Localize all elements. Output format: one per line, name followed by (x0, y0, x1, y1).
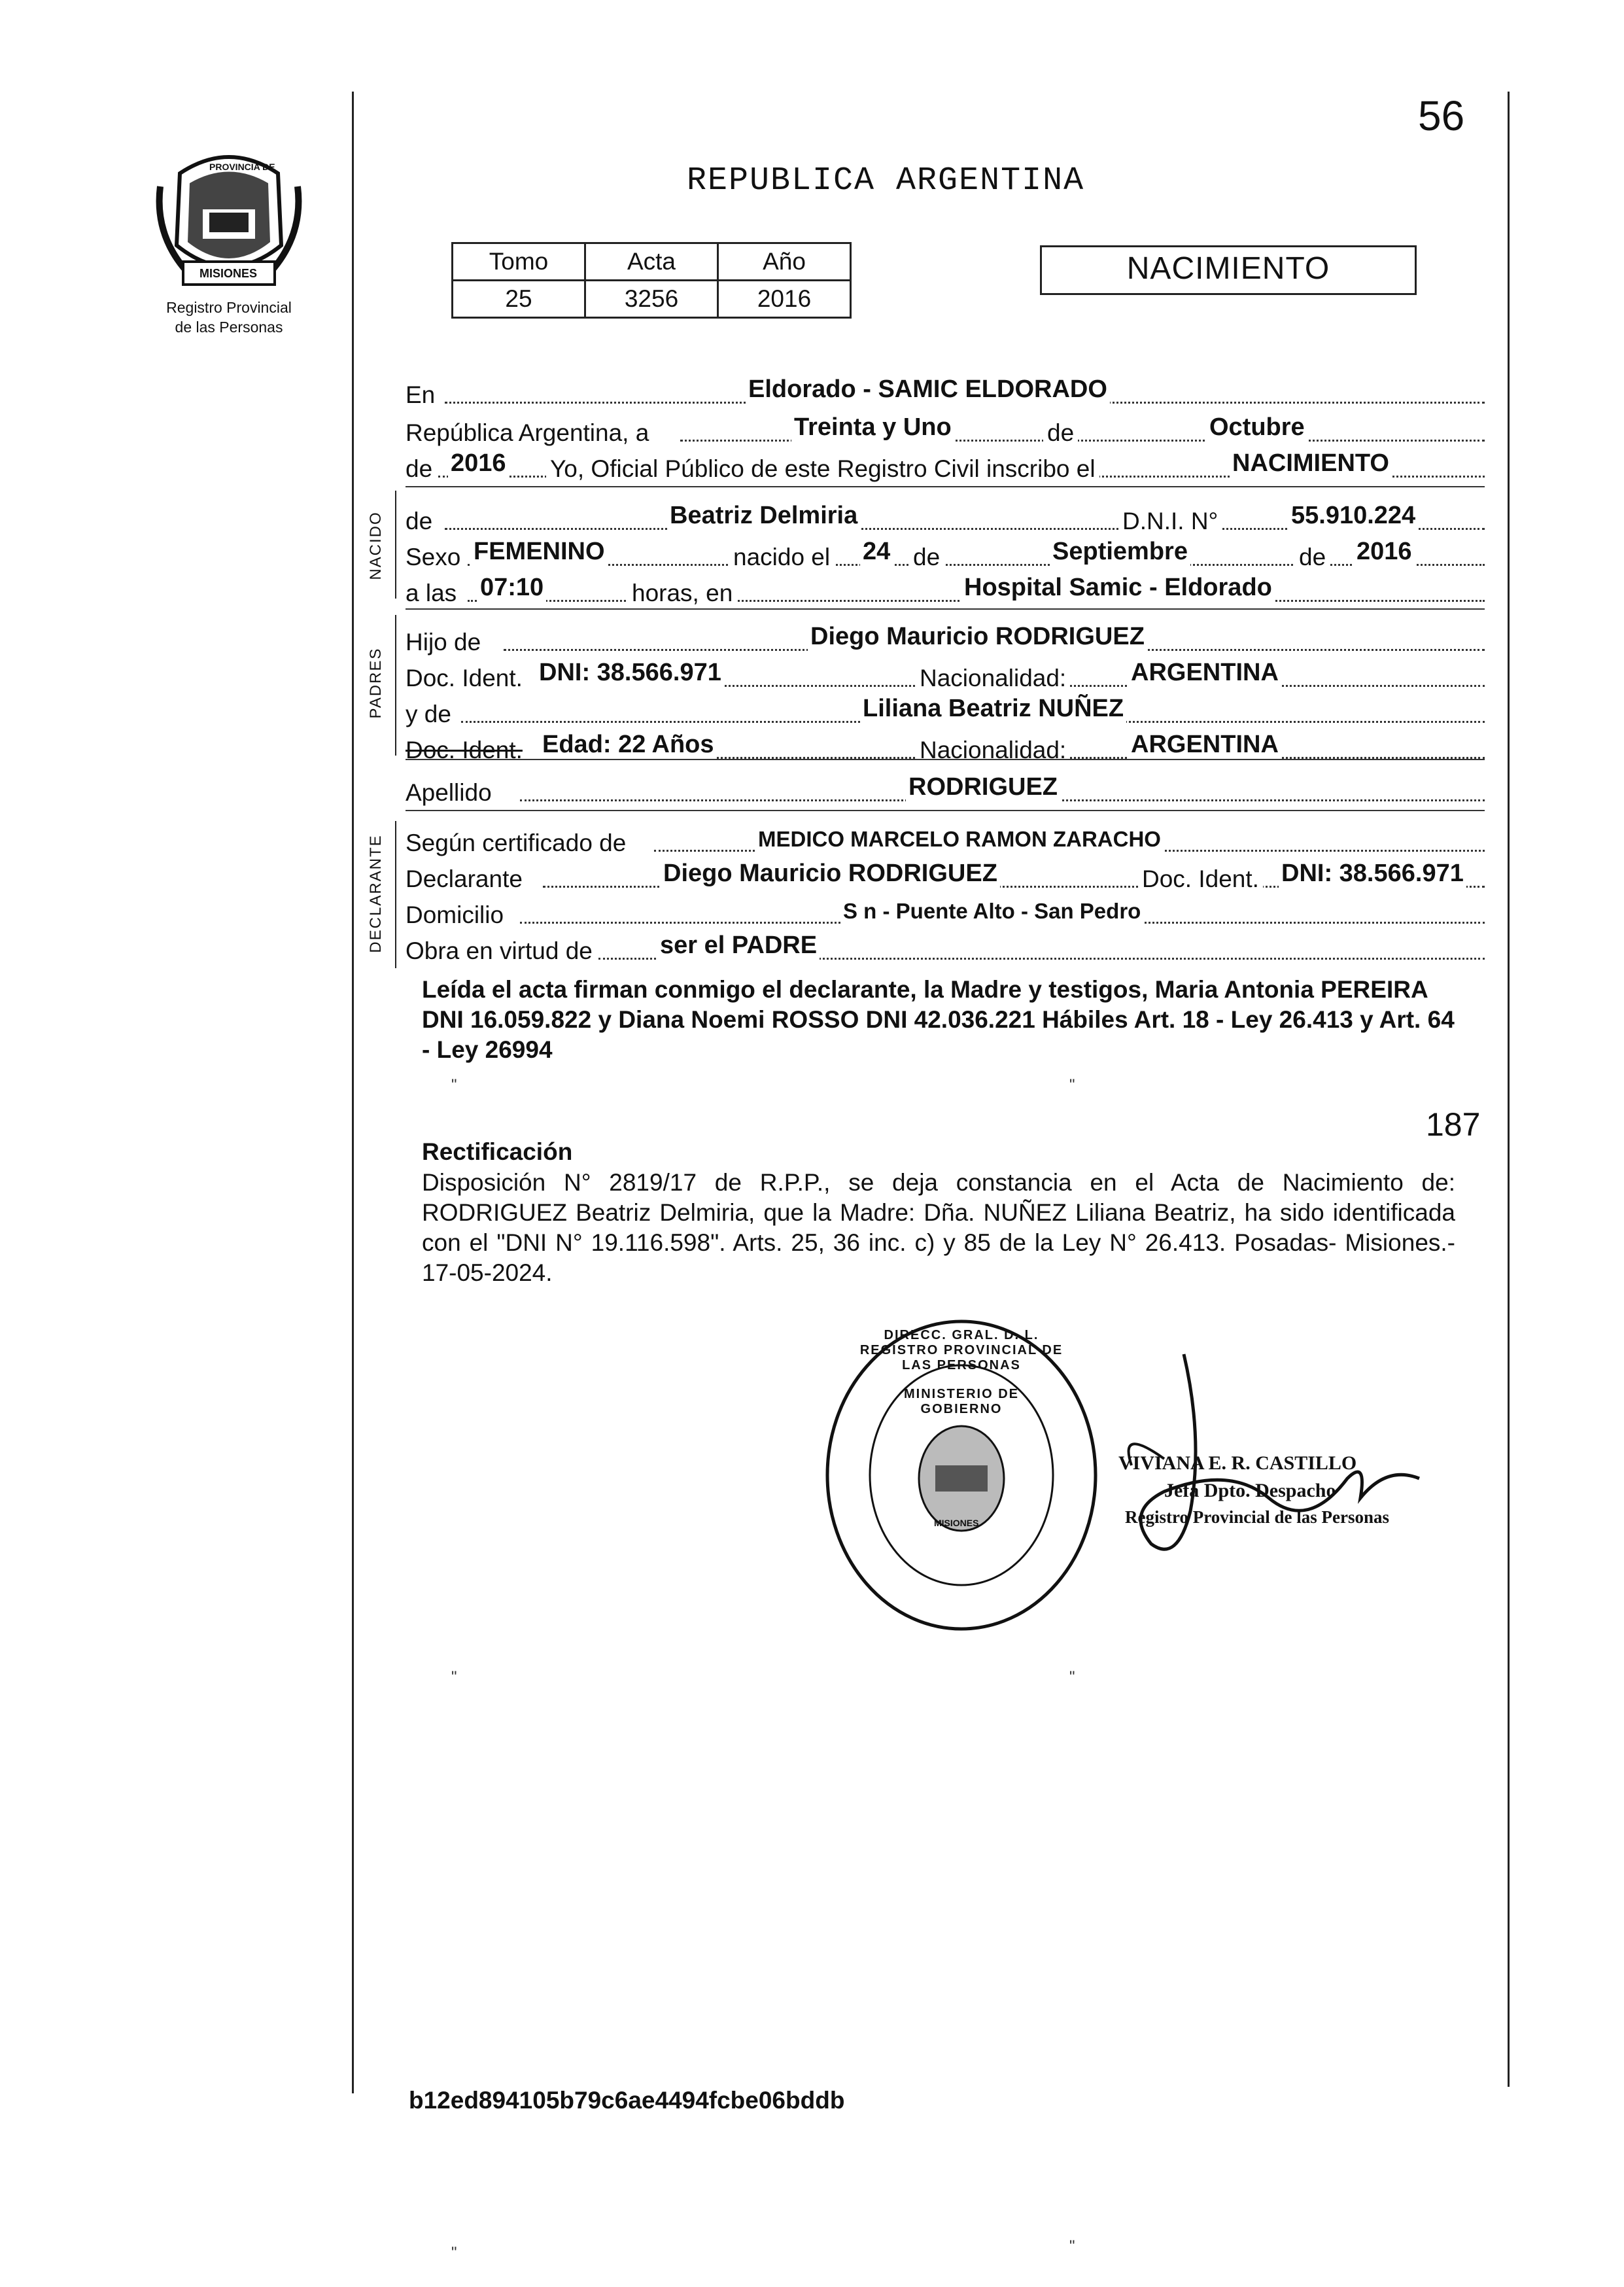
nacido-de-label: de (406, 508, 433, 534)
child-name-value: Beatriz Delmiria (667, 502, 860, 530)
rectificacion-title: Rectificación (422, 1138, 573, 1165)
month-value: Octubre (1207, 413, 1307, 442)
book-reference-table (451, 242, 852, 319)
margin-mark-6: " (1069, 2237, 1075, 2255)
row-certificado (406, 824, 1485, 857)
horas-label: horas, en (628, 580, 736, 607)
row-declarante (406, 860, 1485, 893)
de-label-3: de (1295, 544, 1330, 571)
padres-bracket (395, 615, 396, 756)
row-father-doc (406, 659, 1485, 692)
margin-mark-4: " (1069, 1668, 1075, 1686)
dni-label: D.N.I. N° (1118, 508, 1222, 535)
rectificacion-body: Disposición N° 2819/17 de R.P.P., se deja constancia en el Acta de Nacimiento de: RODRIGUEZ Beatriz Delmiria, que la Madre: Dña. NUÑEZ Liliana Beatriz, ha sido identificada con el "DNI N° 19.116.598". Arts. 25, 36 inc. c) y 85 de la Ley N° 26.413. Posadas- Misiones.- 17-05-2024. (422, 1169, 1455, 1286)
father-name-value: Diego Mauricio RODRIGUEZ (808, 623, 1147, 651)
padres-section-label: PADRES (367, 647, 385, 719)
row-nacido-name (406, 502, 1485, 535)
stamp-outer-text: DIRECC. GRAL. D. L. REGISTRO PROVINCIAL DE LAS PERSONAS (859, 1328, 1063, 1372)
birth-place-value: Hospital Samic - Eldorado (961, 574, 1275, 602)
domicilio-value: S n - Puente Alto - San Pedro (840, 899, 1143, 924)
cert-value: MEDICO MARCELO RAMON ZARACHO (755, 827, 1164, 852)
declarante-label: Declarante (406, 865, 523, 892)
signatory-name: VIVIANA E. R. CASTILLO (1118, 1452, 1357, 1474)
hijo-de-label: Hijo de (406, 629, 481, 655)
declarante-doc-label: Doc. Ident. (1138, 865, 1263, 893)
mother-nationality-label: Nacionalidad: (916, 737, 1070, 764)
row-year (406, 450, 1485, 483)
nacido-el-label: nacido el (729, 544, 834, 571)
signing-statement: Leída el acta firman conmigo el declarante, la Madre y testigos, Maria Antonia PEREIRA DNI 16.059.822 y Diana Noemi ROSSO DNI 42.036.221 Hábiles Art. 18 - Ley 26.413 y Art. 64 - Ley 26994 (422, 976, 1455, 1063)
tomo-value: 25 (453, 281, 585, 318)
y-de-label: y de (406, 701, 451, 727)
row-apellido (406, 774, 1485, 807)
place-value: Eldorado - SAMIC ELDORADO (746, 375, 1110, 404)
document-hash: b12ed894105b79c6ae4494fcbe06bddb (409, 2087, 845, 2114)
sexo-value: FEMENINO (471, 538, 608, 566)
obra-label: Obra en virtud de (406, 937, 593, 964)
record-type-box: NACIMIENTO (1040, 245, 1417, 295)
row-hora (406, 574, 1485, 607)
day-words-value: Treinta y Uno (791, 413, 954, 442)
domicilio-label: Domicilio (406, 901, 504, 928)
stamp-inner-text: MINISTERIO DE GOBIERNO (903, 1387, 1019, 1416)
registry-caption-line-1: Registro Provincial (166, 299, 292, 316)
obra-value: ser el PADRE (657, 932, 820, 960)
right-margin-rule (1508, 92, 1510, 2087)
page-number: 56 (1418, 92, 1465, 139)
annotation-number: 187 (1426, 1106, 1481, 1143)
row-obra (406, 932, 1485, 965)
nacido-section-label: NACIDO (367, 511, 385, 580)
declarante-bracket (395, 821, 396, 968)
declarante-section-label: DECLARANTE (367, 834, 385, 953)
time-value: 07:10 (477, 574, 546, 602)
declarante-doc-value: DNI: 38.566.971 (1279, 860, 1466, 888)
declarante-name-value: Diego Mauricio RODRIGUEZ (661, 860, 1000, 888)
emblem-top-text: PROVINCIA DE (209, 162, 275, 172)
birth-year-value: 2016 (1354, 538, 1415, 566)
official-stamp (818, 1315, 1105, 1642)
year-prefix: de (406, 455, 433, 482)
a-las-label: a las (406, 580, 457, 606)
dni-value: 55.910.224 (1288, 502, 1418, 530)
de-label-2: de (909, 544, 944, 571)
margin-mark-3: " (451, 1668, 457, 1686)
page-title: REPUBLICA ARGENTINA (687, 162, 1085, 200)
apellido-value: RODRIGUEZ (906, 773, 1060, 801)
acta-header: Acta (585, 243, 718, 281)
signatory-org: Registro Provincial de las Personas (1125, 1507, 1389, 1527)
signatory-role: Jefa Dpto. Despacho (1164, 1480, 1336, 1501)
left-margin-rule (352, 92, 354, 2093)
cert-label: Según certificado de (406, 829, 627, 856)
row-republica (406, 414, 1485, 447)
apellido-label: Apellido (406, 779, 492, 806)
birth-day-value: 24 (860, 538, 893, 566)
row-domicilio (406, 896, 1485, 929)
father-nationality-value: ARGENTINA (1128, 659, 1281, 687)
mother-nationality-value: ARGENTINA (1128, 731, 1281, 759)
birth-month-value: Septiembre (1050, 538, 1190, 566)
nacido-bracket (395, 491, 396, 599)
anio-value: 2016 (718, 281, 851, 318)
registry-caption-line-2: de las Personas (175, 319, 283, 336)
row-en (406, 376, 1485, 409)
year-value: 2016 (448, 449, 509, 478)
anio-header: Año (718, 243, 851, 281)
en-label: En (406, 381, 436, 408)
margin-mark-2: " (1069, 1076, 1075, 1094)
record-kind-value: NACIMIENTO (1230, 449, 1392, 478)
emblem-bottom-text: MISIONES (199, 267, 258, 280)
mother-doc-label-struck: Doc. Ident. (406, 737, 523, 763)
margin-mark-5: " (451, 2244, 457, 2261)
tomo-header: Tomo (453, 243, 585, 281)
mother-name-value: Liliana Beatriz NUÑEZ (860, 695, 1126, 723)
father-doc-label: Doc. Ident. (406, 665, 523, 691)
margin-mark-1: " (451, 1076, 457, 1094)
mother-doc-value: Edad: 22 Años (540, 731, 717, 759)
row-y-de (406, 695, 1485, 728)
father-doc-value: DNI: 38.566.971 (536, 659, 724, 687)
republic-label: República Argentina, a (406, 419, 649, 446)
father-nationality-label: Nacionalidad: (916, 665, 1070, 692)
registry-caption (131, 298, 327, 337)
acta-value: 3256 (585, 281, 718, 318)
de-label: de (1043, 419, 1078, 447)
row-hijo-de (406, 623, 1485, 656)
official-text: Yo, Oficial Público de este Registro Civil inscribo el (546, 455, 1099, 483)
stamp-emblem-text: MISIONES (934, 1518, 979, 1528)
province-emblem (154, 147, 304, 304)
row-sexo (406, 538, 1485, 571)
sexo-label: Sexo (406, 544, 461, 570)
